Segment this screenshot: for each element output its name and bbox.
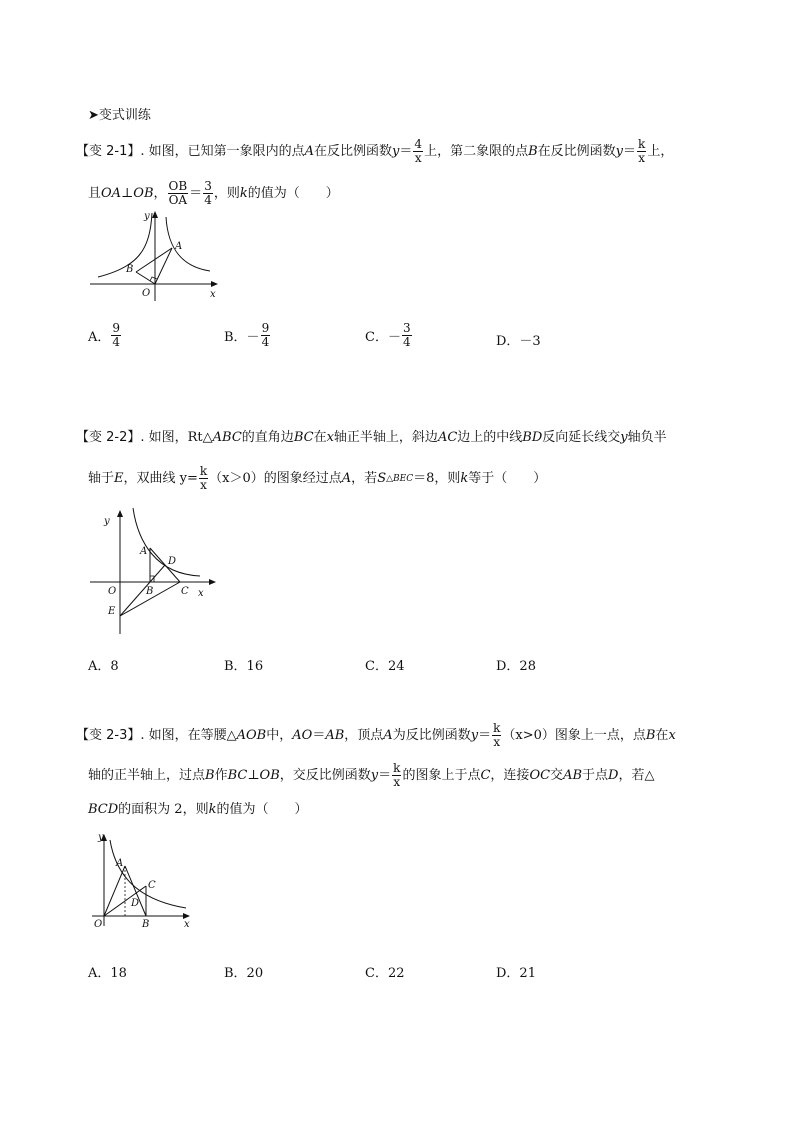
q1-option-a[interactable] [88,322,122,349]
q1-point-a: A [304,143,315,159]
q3-option-b[interactable] [224,962,263,981]
frac-den: OA [168,193,188,207]
frac-num: 9 [112,321,121,335]
q3-text: 为反比例函数 [392,727,471,743]
q3-text: 中， [266,727,293,743]
q3-frac-k-over-x [492,722,501,749]
q3-text: 交 [550,767,564,783]
q1-perp: OA⊥OB [101,185,154,201]
label-d: D [168,556,177,567]
q3-text: 的图象上于点 [402,767,481,783]
q3-option-a[interactable] [88,962,127,981]
frac-num: k [638,137,646,151]
q1-var-k: k [239,185,248,201]
q3-point-d: D [608,767,619,783]
q3-text: （x>0）图象上一点，点 [502,727,646,743]
label-c: C [148,880,156,891]
q3-frac-k-over-x-2 [392,762,401,789]
q3-eq: ＝ [312,727,326,743]
label-y: y [98,832,104,843]
q1-option-c[interactable] [365,322,413,349]
q2-option-a[interactable] [88,655,119,674]
q3-text: 的值为（ ） [216,802,308,817]
label-a: A [175,241,183,252]
frac-den: 4 [261,335,270,349]
q3-point-b: B [205,767,215,783]
q3-text: ，交反比例函数 [279,767,371,783]
label-a: A [140,546,148,557]
q3-line3 [88,802,307,818]
frac-den: x [393,775,401,789]
q3-var-y: y [470,727,479,743]
option-label: C．24 [365,659,405,674]
q2-text: 的直角边 [241,430,294,445]
q2-text: 轴负半 [627,430,667,445]
q3-var-k: k [208,802,217,817]
q1-option-b[interactable] [224,322,271,349]
q2-option-d[interactable] [496,655,536,674]
frac-num: 3 [204,179,212,193]
q1-text: 的值为（ ） [247,185,339,201]
label-o: O [108,586,117,597]
q3-oc: OC [529,767,551,783]
x-axis-arrow [209,579,216,585]
q1-line2 [88,180,339,207]
q2-text: . 如图，Rt△ [140,430,213,445]
label-o: O [142,288,151,299]
q3-ab: AB [325,727,345,743]
q2-ac: AC [437,430,458,445]
section-title: 变式训练 [98,108,151,123]
q2-triangle-abc: ABC [212,430,242,445]
frac-den: x [638,151,646,165]
label-c: C [181,586,189,597]
q2-tag: 【变 2-2】 [76,430,141,445]
q3-text: ，连接 [490,767,530,783]
q1-text: ，则 [213,185,240,201]
curve-q2 [98,213,152,277]
q3-text: . 如图，在等腰△ [140,727,237,743]
option-label: D．－3 [496,334,541,349]
frac-den: 4 [112,335,121,349]
segment-ob [136,272,155,284]
q2-text: 边上的中线 [457,430,523,445]
q1-text: 在反比例函数 [314,143,393,159]
option-label: B．20 [224,966,264,981]
q3-figure [88,826,198,932]
label-o: O [94,919,103,930]
section-marker: ➤ [88,108,99,123]
q3-eq: ＝ [478,727,492,743]
q2-option-c[interactable] [365,655,405,674]
option-label: A． [88,330,111,345]
frac-den: x [493,735,501,749]
q3-ab: AB [563,767,583,783]
q2-text: 轴于 [88,470,115,486]
label-b: B [146,586,154,597]
label-x: x [198,588,204,599]
q1-point-b: B [528,143,538,159]
label-y: y [104,516,110,527]
frac-num: 4 [414,137,423,151]
label-b: B [142,919,150,930]
q3-ao: AO [292,727,313,743]
curve-q1 [166,217,210,271]
option-label: A．8 [88,659,119,674]
option-label: C．－ [365,330,401,345]
frac-num: 3 [402,321,411,335]
q1-ratio [168,180,189,207]
q1-var-y: y [615,143,624,159]
frac-num: k [393,761,401,775]
segment-bd [150,565,165,582]
q1-frac-4-over-x [413,138,423,165]
frac-num: k [199,464,208,478]
q2-text: ，双曲线 y= [123,470,198,486]
q3-var-y: y [370,767,379,783]
q3-eq: ＝ [378,767,392,783]
q2-frac-k-over-x [199,465,208,492]
q3-triangle-bcd: BCD [88,802,119,817]
q3-point-c: C [480,767,491,783]
frac-den: 4 [204,193,212,207]
q1-frac-k-over-x [637,138,646,165]
label-x: x [184,919,190,930]
y-axis-arrow [117,510,123,517]
q1-ratio-value [203,180,213,207]
q1-tag: 【变 2-1】 [76,143,141,159]
q1-eq: ＝ [189,185,203,201]
q3-option-d[interactable] [496,962,536,981]
q3-tag: 【变 2-3】 [76,727,141,743]
q3-triangle-aob: AOB [236,727,267,743]
x-axis-arrow [211,281,218,287]
q2-var-y: y [620,430,628,445]
q1-text: 且 [88,185,102,201]
frac-num: OB [168,179,188,193]
q1-text: 上， [647,143,674,159]
q3-text: ，顶点 [344,727,384,743]
q2-text: 轴正半轴上，斜边 [333,430,438,445]
q2-text: ，若 [351,470,378,486]
q3-text: 作 [214,767,228,783]
option-label: D．21 [496,966,536,981]
q1-text: 上，第二象限的点 [424,143,529,159]
q3-option-c[interactable] [365,962,405,981]
q3-text: 轴的正半轴上，过点 [88,767,206,783]
q1-line1 [76,138,673,165]
q2-text: 等于（ ） [468,470,547,486]
q1-figure [88,205,228,305]
q3-point-a: A [383,727,393,743]
q3-text: 的面积为 2，则 [118,802,209,817]
option-label: C．22 [365,966,405,981]
option-frac [261,322,271,349]
q3-line2 [88,762,654,789]
label-y: y [144,211,150,222]
q2-var-k: k [460,470,469,486]
q3-point-b: B [645,727,656,743]
label-d: D [131,898,140,909]
q3-line1 [76,722,676,749]
option-label: B．－ [224,330,260,345]
label-e: E [108,606,116,617]
option-label: B．16 [224,659,264,674]
q3-perp: BC⊥OB [227,767,280,783]
q2-bd: BD [522,430,543,445]
label-b: B [126,264,134,275]
q2-sub: △BEC [386,473,414,484]
q2-point-e: E [114,470,124,486]
label-x: x [210,289,216,300]
q2-text: （x＞0）的图象经过点 [209,470,342,486]
q2-line2 [88,465,546,492]
frac-den: x [414,151,422,165]
hyperbola [133,508,200,576]
q3-var-x: x [668,727,676,743]
q2-var-s: S [377,470,387,486]
q1-eq: ＝ [399,143,413,159]
q3-text: 在 [655,727,669,743]
option-label: A．18 [88,966,127,981]
q2-var-x: x [326,430,334,445]
q2-figure [88,504,228,640]
q2-text: ＝8，则 [413,470,461,486]
q3-text: 于点 [582,767,609,783]
section-header [88,104,151,123]
label-a: A [116,858,124,869]
q1-text: . 如图，已知第一象限内的点 [140,143,305,159]
option-frac [111,322,121,349]
q1-option-d[interactable] [496,330,541,349]
q2-bc: BC [293,430,314,445]
q2-text: 在 [313,430,327,445]
frac-num: k [493,721,501,735]
y-axis-arrow [152,211,158,218]
frac-num: 9 [261,321,270,335]
q2-option-b[interactable] [224,655,263,674]
q1-text: ， [153,185,167,201]
option-frac [402,322,412,349]
frac-den: 4 [402,335,411,349]
q2-line1 [76,430,667,446]
q2-point-a: A [341,470,352,486]
q3-text: ，若△ [618,767,655,783]
right-angle-mark [150,277,157,281]
q1-text: 在反比例函数 [537,143,616,159]
option-label: D．28 [496,659,536,674]
q1-var-y: y [392,143,400,159]
q1-eq: ＝ [623,143,637,159]
q2-text: 反向延长线交 [542,430,621,445]
frac-den: x [200,478,207,492]
